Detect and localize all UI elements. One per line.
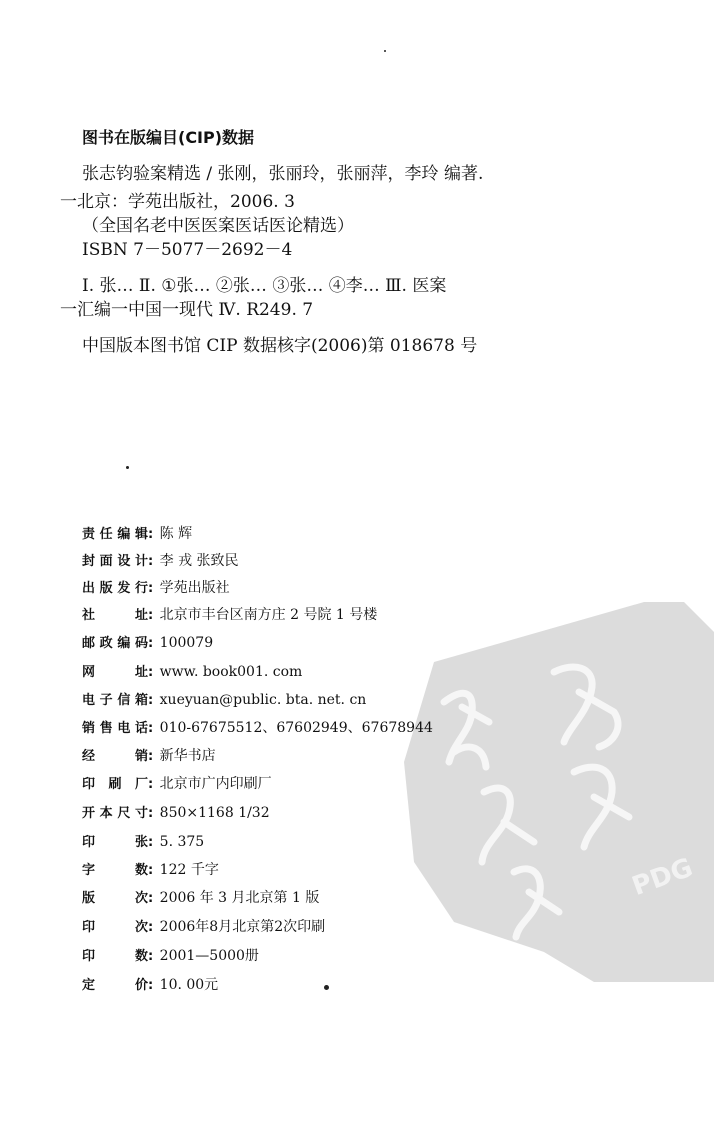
imprint-label: 版次 xyxy=(82,891,148,906)
imprint-row: 版次: 2006 年 3 月北京第 1 版 xyxy=(82,886,319,910)
imprint-value: 陈 辉 xyxy=(159,526,193,542)
imprint-label: 封面设计 xyxy=(82,554,148,569)
imprint-value: 北京市丰台区南方庄 2 号院 1 号楼 xyxy=(159,607,378,623)
imprint-label: 印数 xyxy=(82,949,148,964)
imprint-row: 出版发行: 学苑出版社 xyxy=(82,576,230,600)
imprint-value: 850×1168 1/32 xyxy=(159,805,270,821)
pdg-watermark-text: PDG xyxy=(628,852,697,903)
imprint-row: 印张: 5. 375 xyxy=(82,830,204,854)
cip-record-number: 中国版本图书馆 CIP 数据核字(2006)第 018678 号 xyxy=(82,336,478,356)
imprint-value: 2006年8月北京第2次印刷 xyxy=(159,919,326,935)
imprint-value: xueyuan@public. bta. net. cn xyxy=(159,692,367,708)
imprint-row: 封面设计: 李 戎 张致民 xyxy=(82,549,239,573)
cip-series-line: （全国名老中医医案医话医论精选） xyxy=(82,216,354,236)
imprint-value: 2001—5000册 xyxy=(159,948,259,964)
imprint-label: 字数 xyxy=(82,863,148,878)
imprint-row: 字数: 122 千字 xyxy=(82,858,219,882)
imprint-value: 李 戎 张致民 xyxy=(159,553,239,569)
imprint-row: 电子信箱: xueyuan@public. bta. net. cn xyxy=(82,688,366,712)
imprint-label: 印次 xyxy=(82,920,148,935)
scan-speck xyxy=(126,466,129,469)
scan-speck xyxy=(324,985,329,990)
imprint-row: 印数: 2001—5000册 xyxy=(82,944,259,968)
imprint-row: 印次: 2006年8月北京第2次印刷 xyxy=(82,915,325,939)
imprint-label: 经销 xyxy=(82,749,148,764)
imprint-value: 010-67675512、67602949、67678944 xyxy=(159,720,433,736)
cip-subject-line: Ⅰ. 张… Ⅱ. ①张… ②张… ③张… ④李… Ⅲ. 医案 xyxy=(82,276,447,296)
imprint-value: 10. 00元 xyxy=(159,977,219,993)
imprint-label: 印张 xyxy=(82,835,148,850)
scan-speck xyxy=(384,50,386,52)
imprint-value: 学苑出版社 xyxy=(159,580,230,596)
cip-subject-line-continued: 一汇编一中国一现代 Ⅳ. R249. 7 xyxy=(60,300,314,320)
imprint-label: 定价 xyxy=(82,978,148,993)
imprint-row: 网址: www. book001. com xyxy=(82,660,302,684)
imprint-value: 2006 年 3 月北京第 1 版 xyxy=(159,890,320,906)
imprint-row: 开本尺寸: 850×1168 1/32 xyxy=(82,801,270,825)
imprint-label: 出版发行 xyxy=(82,581,148,596)
cip-publisher-line: 一北京：学苑出版社，2006. 3 xyxy=(60,192,295,212)
imprint-value: 122 千字 xyxy=(159,862,219,878)
imprint-label: 网址 xyxy=(82,665,148,680)
imprint-value: 北京市广内印刷厂 xyxy=(159,776,272,792)
imprint-row: 印刷厂: 北京市广内印刷厂 xyxy=(82,772,272,796)
imprint-label: 社址 xyxy=(82,608,148,623)
imprint-value: 100079 xyxy=(159,635,214,651)
imprint-row: 定价: 10. 00元 xyxy=(82,973,218,997)
imprint-value: 5. 375 xyxy=(159,834,205,850)
imprint-row: 销售电话: 010-67675512、67602949、67678944 xyxy=(82,716,433,740)
imprint-label: 印刷厂 xyxy=(82,777,148,792)
imprint-value: 新华书店 xyxy=(159,748,216,764)
cip-title-authors-line: 张志钧验案精选 / 张刚，张丽玲，张丽萍，李玲 编著. xyxy=(82,164,484,184)
cip-title: 图书在版编目(CIP)数据 xyxy=(82,128,255,147)
imprint-label: 责任编辑 xyxy=(82,527,148,542)
imprint-label: 电子信箱 xyxy=(82,693,148,708)
imprint-label: 邮政编码 xyxy=(82,636,148,651)
imprint-row: 责任编辑: 陈 辉 xyxy=(82,522,192,546)
imprint-value: www. book001. com xyxy=(159,664,303,680)
imprint-row: 经销: 新华书店 xyxy=(82,744,216,768)
pdg-seal-watermark xyxy=(394,592,714,982)
cip-isbn-line: ISBN 7－5077－2692－4 xyxy=(82,240,293,260)
imprint-row: 社址: 北京市丰台区南方庄 2 号院 1 号楼 xyxy=(82,603,377,627)
imprint-label: 销售电话 xyxy=(82,721,148,736)
imprint-label: 开本尺寸 xyxy=(82,806,148,821)
imprint-row: 邮政编码: 100079 xyxy=(82,631,213,655)
